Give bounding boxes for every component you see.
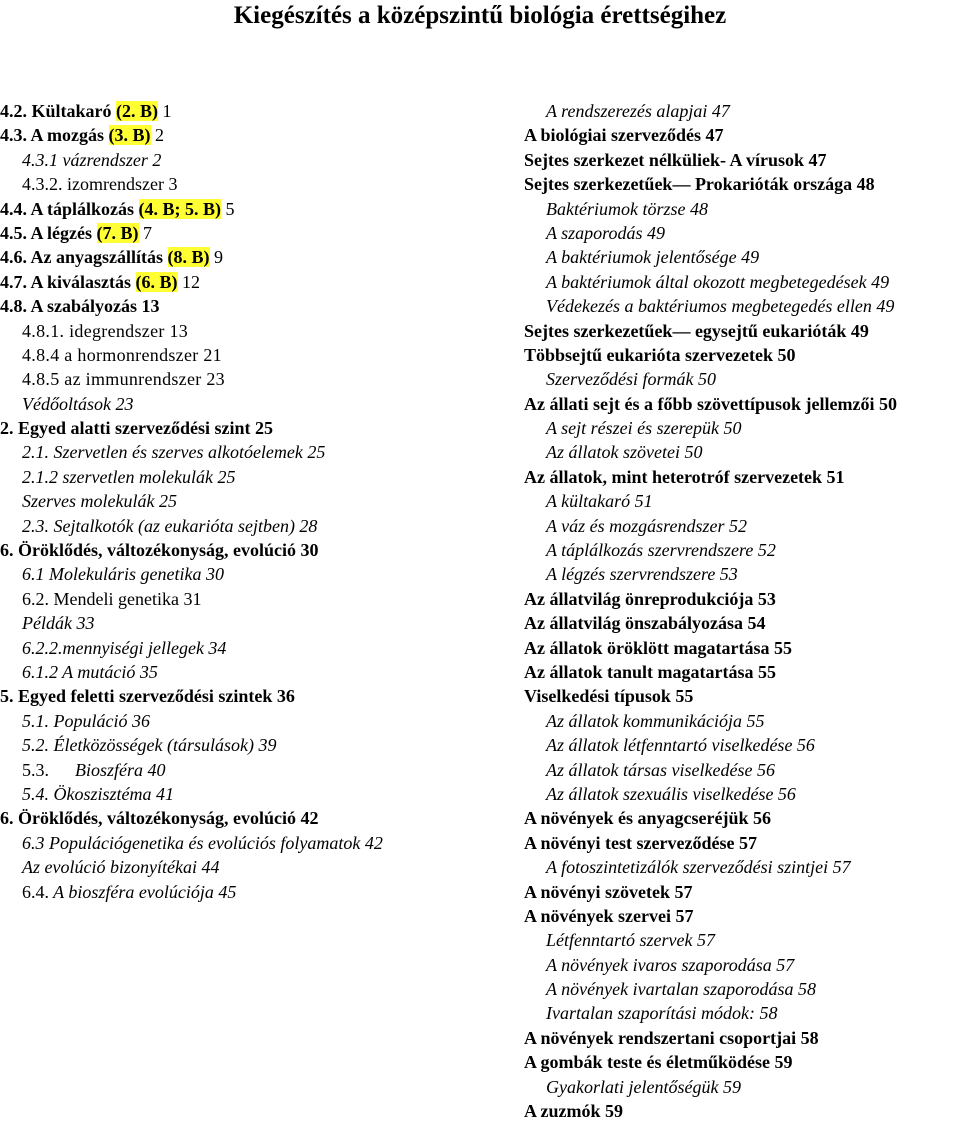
toc-entry: A váz és mozgásrendszer 52 <box>546 515 747 536</box>
toc-entry: A növények szervei 57 <box>524 905 694 926</box>
toc-entry: 5. Egyed feletti szerveződési szintek 36 <box>0 686 295 707</box>
toc-entry: Létfenntartó szervek 57 <box>546 930 715 951</box>
toc-entry: Viselkedési típusok 55 <box>524 686 694 707</box>
toc-entry: 6.4. A bioszféra evolúciója 45 <box>22 881 237 902</box>
toc-entry: Az állatvilág önszabályozása 54 <box>524 613 766 634</box>
toc-entry: 4.3.1 vázrendszer 2 <box>22 149 162 170</box>
toc-entry: 6.2. Mendeli genetika 31 <box>22 588 202 609</box>
toc-entry: 4.5. A légzés (7. B) 7 <box>0 222 152 243</box>
toc-entry: 6. Öröklődés, változékonyság, evolúció 42 <box>0 808 319 829</box>
toc-entry: 2. Egyed alatti szerveződési szint 25 <box>0 418 273 439</box>
toc-entry: Az állatvilág önreprodukciója 53 <box>524 588 776 609</box>
toc-entry: 4.3.2. izomrendszer 3 <box>22 174 178 195</box>
toc-entry: A kültakaró 51 <box>546 491 653 512</box>
toc-entry: A növények rendszertani csoportjai 58 <box>524 1027 819 1048</box>
highlight-ref: (8. B) <box>167 247 210 268</box>
toc-entry: 6.1.2 A mutáció 35 <box>22 661 158 682</box>
toc-entry: Az állatok, mint heterotróf szervezetek 51 <box>524 466 845 487</box>
toc-entry: A növények és anyagcseréjük 56 <box>524 808 771 829</box>
toc-entry: Többsejtű eukarióta szervezetek 50 <box>524 344 796 365</box>
toc-entry: 6.2.2.mennyiségi jellegek 34 <box>22 637 227 658</box>
highlight-ref: (2. B) <box>116 101 159 121</box>
toc-entry: 4.6. Az anyagszállítás (8. B) 9 <box>0 247 224 268</box>
toc-entry: 5.4. Ökoszisztéma 41 <box>22 783 174 804</box>
toc-entry: A sejt részei és szerepük 50 <box>546 418 742 439</box>
toc-entry: 4.8.5 az immunrendszer 23 <box>22 369 225 390</box>
toc-entry: A gombák teste és életműködése 59 <box>524 1052 793 1073</box>
toc-entry: A zuzmók 59 <box>524 1101 623 1122</box>
toc-entry: Sejtes szerkezet nélküliek- A vírusok 47 <box>524 149 827 170</box>
toc-entry: 4.7. A kiválasztás (6. B) 12 <box>0 271 201 292</box>
toc-entry: 2.3. Sejtalkotók (az eukarióta sejtben) 28 <box>22 515 318 536</box>
toc-entry: Gyakorlati jelentőségük 59 <box>546 1076 741 1097</box>
toc-entry: Ivartalan szaporítási módok: 58 <box>546 1003 778 1024</box>
toc-entry: 6.1 Molekuláris genetika 30 <box>22 564 224 585</box>
toc-entry: 5.1. Populáció 36 <box>22 710 150 731</box>
toc-entry: 5.2. Életközösségek (társulások) 39 <box>22 735 277 756</box>
toc-entry: Az evolúció bizonyítékai 44 <box>22 857 220 878</box>
highlight-ref: (4. B; 5. B) <box>138 198 222 219</box>
toc-entry: Baktériumok törzse 48 <box>546 198 708 219</box>
highlight-ref: (7. B) <box>96 222 139 243</box>
toc-entry: Sejtes szerkezetűek— egysejtű eukarióták 49 <box>524 320 869 341</box>
toc-entry: Szerveződési formák 50 <box>546 369 716 390</box>
toc-entry: A növényi szövetek 57 <box>524 881 693 902</box>
toc-entry: Az állatok szövetei 50 <box>546 442 703 463</box>
toc-entry: 4.2. Kültakaró (2. B) 1 <box>0 101 172 121</box>
toc-entry: A baktériumok által okozott megbetegedések 49 <box>546 271 890 292</box>
toc-entry: 4.8. A szabályozás 13 <box>0 296 160 317</box>
toc-entry: A légzés szervrendszere 53 <box>546 564 738 585</box>
toc-entry: A szaporodás 49 <box>546 222 666 243</box>
toc-entry: Az állatok létfenntartó viselkedése 56 <box>546 735 815 756</box>
toc-entry: Az állatok tanult magatartása 55 <box>524 661 776 682</box>
toc-entry: Az állatok társas viselkedése 56 <box>546 759 775 780</box>
toc-entry: Az állatok kommunikációja 55 <box>546 710 765 731</box>
toc-entry: Az állatok öröklött magatartása 55 <box>524 637 792 658</box>
toc-right-column <box>524 99 960 1123</box>
toc-entry: A rendszerezés alapjai 47 <box>546 101 730 121</box>
toc-entry: Szerves molekulák 25 <box>22 491 177 512</box>
toc-entry: 4.8.1. idegrendszer 13 <box>22 320 189 341</box>
toc-entry: A táplálkozás szervrendszere 52 <box>546 540 776 561</box>
toc-entry: Sejtes szerkezetűek— Prokarióták országa 48 <box>524 174 875 195</box>
toc-entry: Védekezés a baktériumos megbetegedés ellen 49 <box>546 296 895 317</box>
toc-entry: 4.8.4 a hormonrendszer 21 <box>22 344 222 365</box>
toc-entry: 4.3. A mozgás (3. B) 2 <box>0 125 165 146</box>
toc-entry: A növények ivaros szaporodása 57 <box>546 954 795 975</box>
toc-entry: A fotoszintetizálók szerveződési szintjei 57 <box>546 857 851 878</box>
toc-entry: A biológiai szerveződés 47 <box>524 125 724 146</box>
toc-entry: A növényi test szerveződése 57 <box>524 832 757 853</box>
highlight-ref: (3. B) <box>108 125 151 146</box>
toc-entry: Az állati sejt és a főbb szövettípusok jellemzői 50 <box>524 393 897 414</box>
toc-entry: 2.1.2 szervetlen molekulák 25 <box>22 466 236 487</box>
page-title: Kiegészítés a középszintű biológia érettségihez <box>233 2 727 29</box>
toc-entry: Példák 33 <box>22 613 95 634</box>
toc-entry: A baktériumok jelentősége 49 <box>546 247 760 268</box>
toc-entry: Az állatok szexuális viselkedése 56 <box>546 783 796 804</box>
toc-entry: 2.1. Szervetlen és szerves alkotóelemek 25 <box>22 442 326 463</box>
toc-entry: 5.3. Bioszféra 40 <box>22 759 166 780</box>
toc-entry: 4.4. A táplálkozás (4. B; 5. B) 5 <box>0 198 235 219</box>
toc-entry: Védőoltások 23 <box>22 393 134 414</box>
toc-entry: 6. Öröklődés, változékonyság, evolúció 30 <box>0 540 319 561</box>
highlight-ref: (6. B) <box>135 271 178 292</box>
toc-left-column <box>0 99 480 904</box>
toc-entry: A növények ivartalan szaporodása 58 <box>546 979 816 1000</box>
toc-entry: 6.3 Populációgenetika és evolúciós folyamatok 42 <box>22 832 383 853</box>
